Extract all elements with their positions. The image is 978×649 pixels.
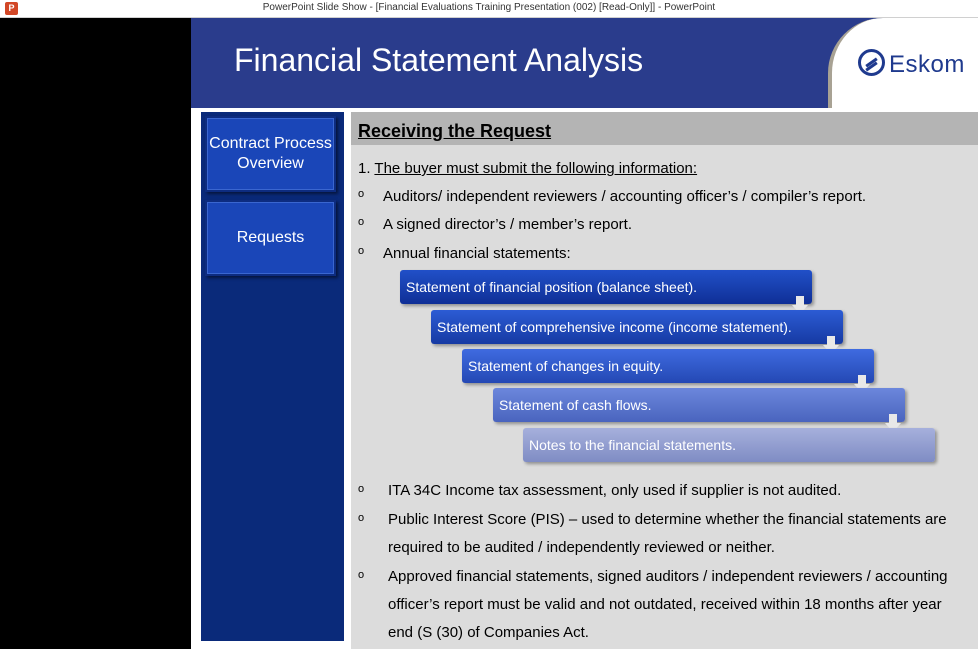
section-title: Receiving the Request	[358, 121, 552, 141]
list-item	[351, 477, 978, 505]
sidebar-item-requests[interactable]: Requests	[205, 200, 336, 276]
bullet-mark: o	[358, 245, 365, 257]
bullet-mark: o	[358, 188, 365, 200]
bullet-mark: o	[358, 512, 365, 524]
bullet-text: ITA 34C Income tax assessment, only used if supplier is not audited.	[388, 482, 842, 499]
list-item	[358, 216, 968, 236]
window-titlebar	[0, 0, 978, 18]
list-item	[351, 563, 978, 647]
bullet-mark: o	[358, 569, 365, 581]
bullet-text: Auditors/ independent reviewers / accounting officer’s / compiler’s report.	[383, 188, 867, 205]
eskom-logo	[828, 18, 978, 108]
bullet-mark: o	[358, 483, 365, 495]
slide-heading: Financial Statement Analysis	[234, 42, 644, 78]
list-item	[351, 506, 978, 562]
step-label: Statement of financial position (balance sheet).	[406, 279, 698, 295]
bullet-text: Approved financial statements, signed auditors / independent reviewers / accounting officer’s report must be valid and not outdated, received within 18 months after year end (S (30) of Companies Act.	[388, 568, 948, 641]
slide-sidebar	[201, 112, 344, 641]
intro-number: 1.	[358, 160, 371, 177]
bullet-text: A signed director’s / member’s report.	[383, 216, 633, 233]
content-panel	[351, 112, 978, 649]
step-label: Statement of changes in equity.	[468, 358, 664, 374]
sidebar-item-contract-process-overview[interactable]: Contract Process Overview	[205, 116, 336, 192]
financial-statement-step	[462, 349, 874, 383]
step-label: Statement of comprehensive income (income statement).	[437, 319, 792, 335]
financial-statement-step	[400, 270, 812, 304]
window-title: PowerPoint Slide Show - [Financial Evaluations Training Presentation (002) [Read-Only]] - PowerPoint	[262, 2, 716, 13]
financial-statement-step	[493, 388, 905, 422]
slide-header	[191, 18, 978, 108]
powerpoint-app-icon[interactable]: P	[5, 2, 18, 15]
list-item	[358, 188, 968, 208]
financial-statement-step	[523, 428, 935, 462]
bullet-text: Public Interest Score (PIS) – used to determine whether the financial statements are required to be audited / independently reviewed or neither.	[388, 511, 947, 556]
step-label: Statement of cash flows.	[499, 397, 652, 413]
intro-line	[358, 160, 697, 177]
slide	[191, 18, 978, 649]
intro-text: The buyer must submit the following information:	[374, 160, 698, 177]
eskom-logo-text: Eskom	[889, 51, 965, 78]
financial-statement-step	[431, 310, 843, 344]
bullet-text: Annual financial statements:	[383, 245, 571, 262]
list-item	[358, 245, 968, 265]
step-label: Notes to the financial statements.	[529, 437, 736, 453]
bullet-mark: o	[358, 216, 365, 228]
eskom-logo-icon	[858, 49, 885, 76]
section-header	[351, 112, 978, 145]
